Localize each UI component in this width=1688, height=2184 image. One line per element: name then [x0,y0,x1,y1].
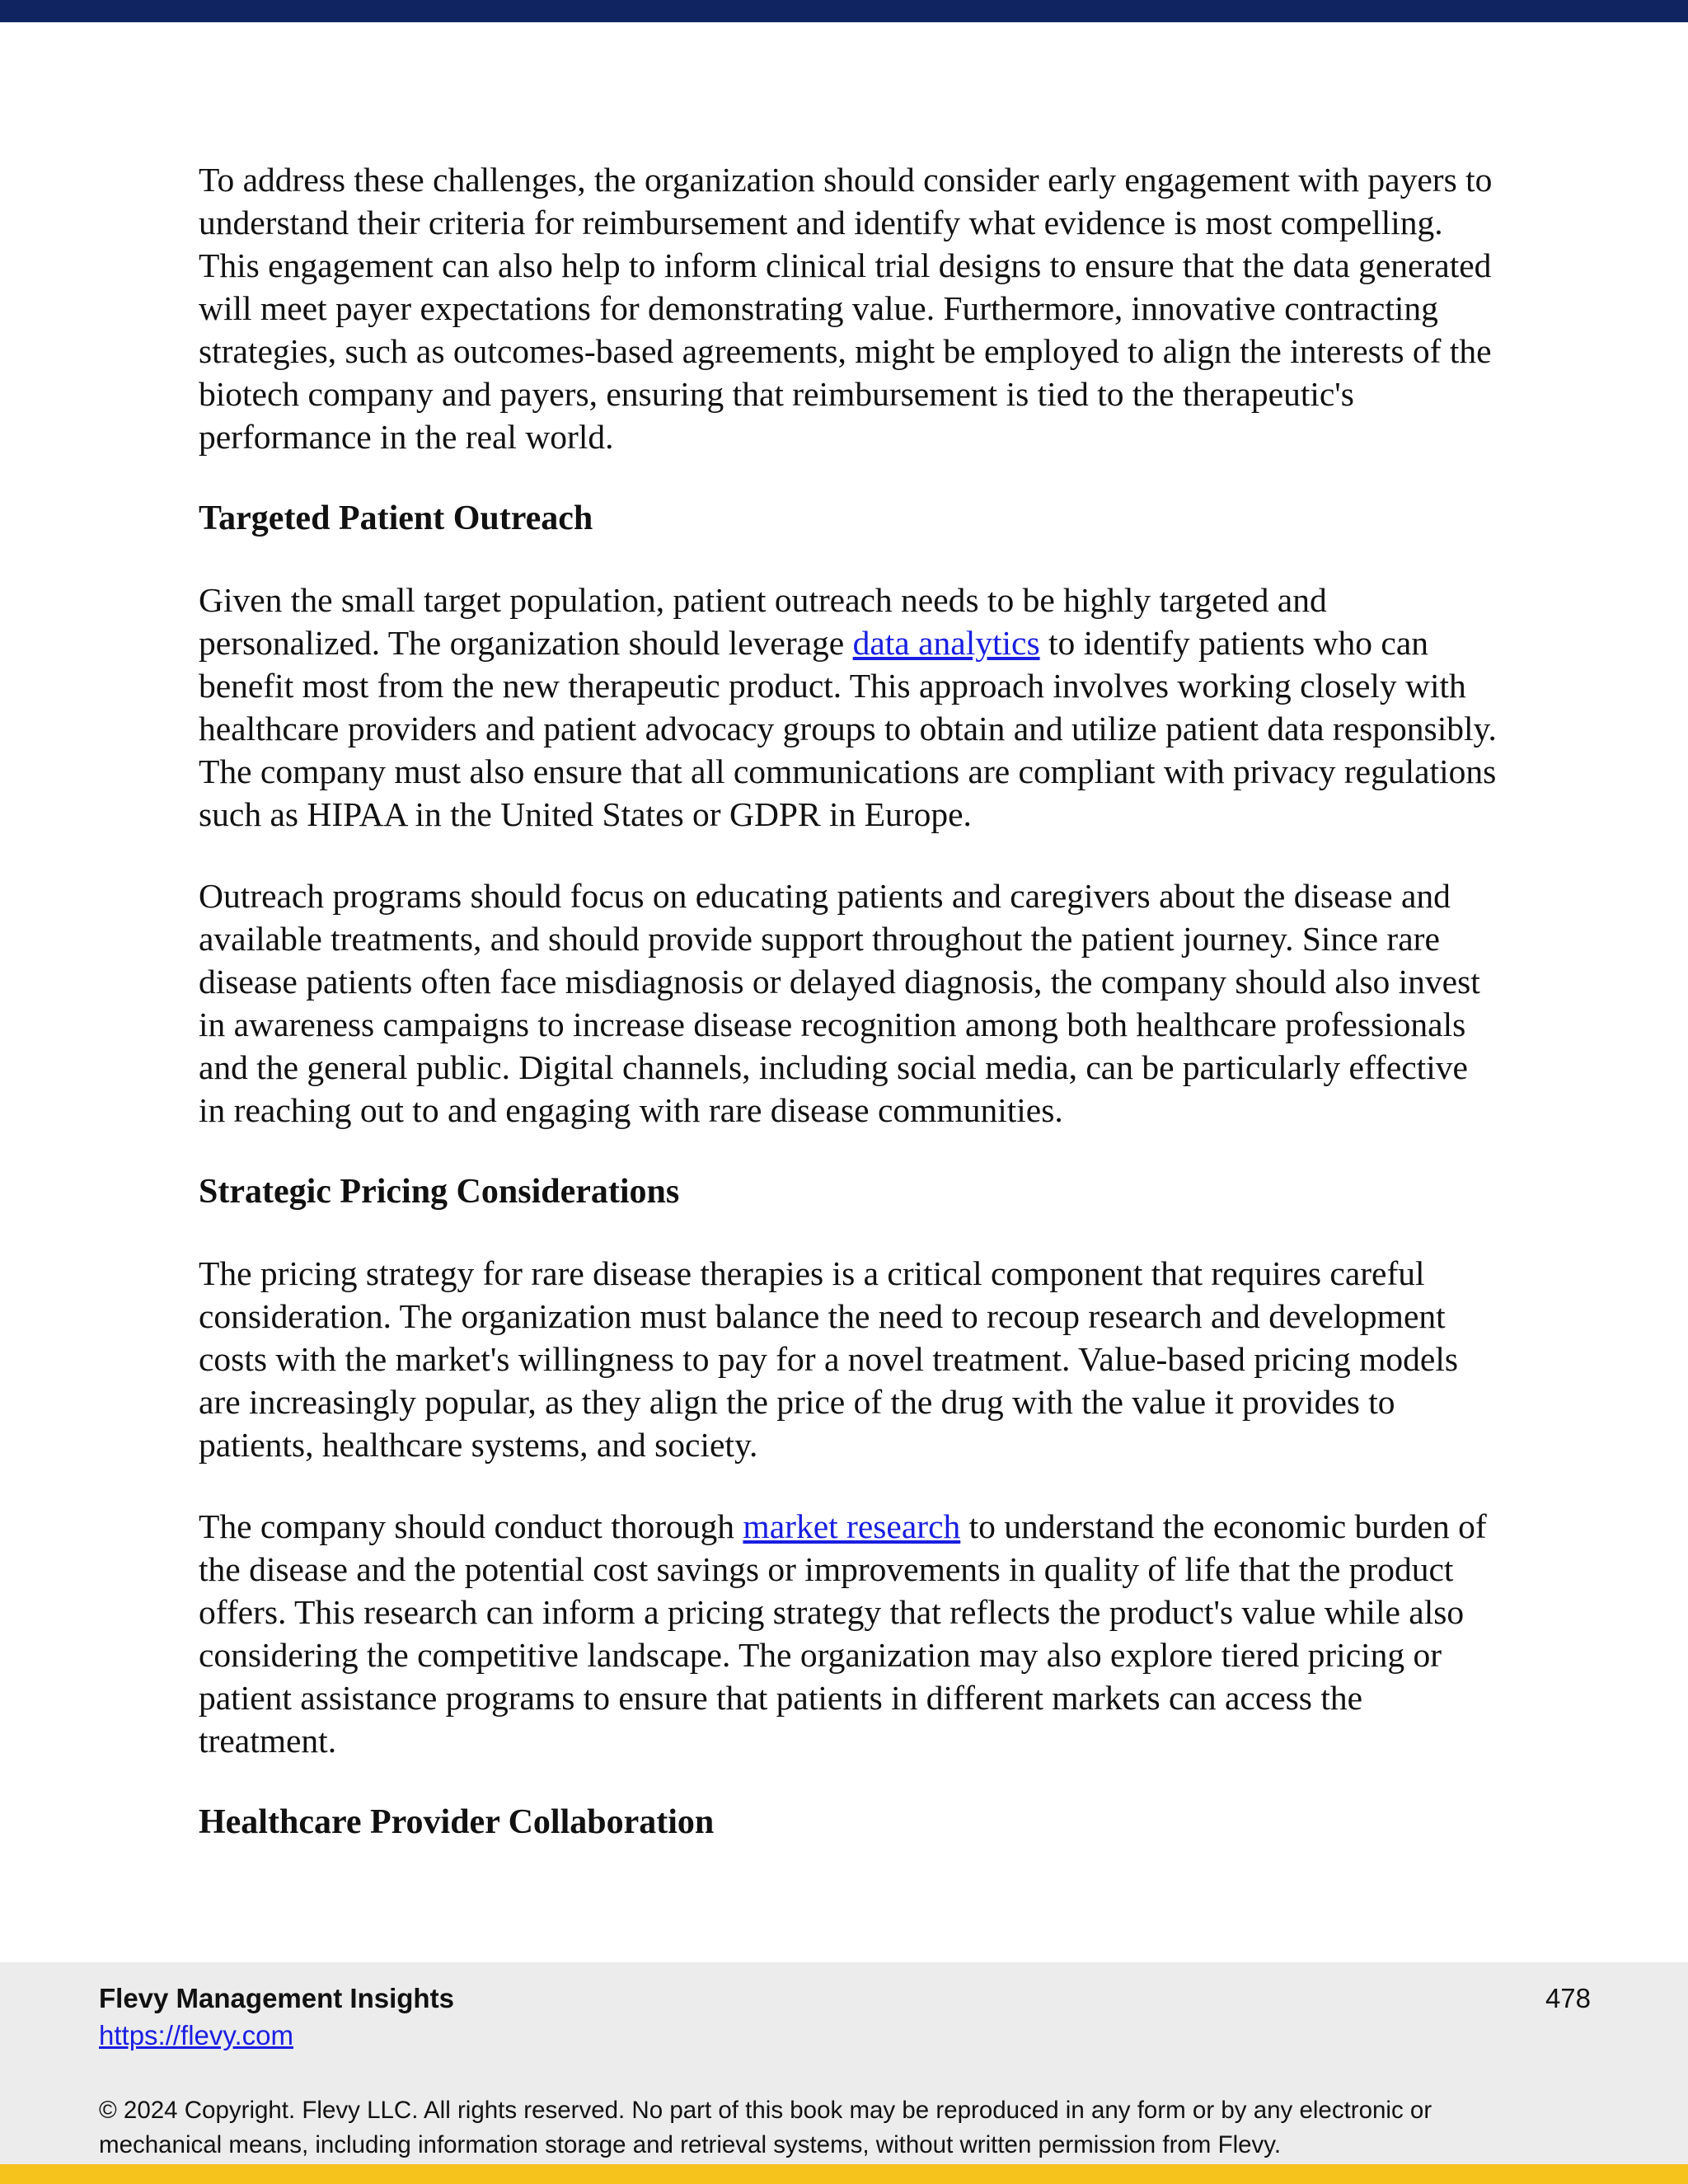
footer-website-link[interactable]: https://flevy.com [99,2020,293,2050]
page-content [199,158,1501,1882]
footer-publisher-title: Flevy Management Insights [99,1983,454,2013]
paragraph-text: Given the small target population, patient outreach needs to be highly targeted and personalized. The organization should leverage [199,581,1327,662]
link-market-research[interactable]: market research [743,1507,961,1545]
paragraph-market-research [199,1505,1501,1762]
paragraph-text: The company should conduct thorough [199,1507,743,1545]
heading-targeted-patient-outreach: Targeted Patient Outreach [199,499,593,537]
paragraph-text: to understand the economic burden of the disease and the potential cost savings or improvements in quality of life that the product offers. This research can inform a pricing strategy that reflects the product's value while also considering the competitive landscape. The organization may also explore tiered pricing or patient assistance programs to ensure that patients in different markets can access the treatment. [199,1507,1487,1760]
paragraph-pricing-strategy: The pricing strategy for rare disease therapies is a critical component that requires careful consideration. The organization must balance the need to recoup research and development costs with the market's willingness to pay for a novel treatment. Value-based pricing models are increasingly popular, as they align the price of the drug with the value it provides to patients, healthcare systems, and society. [199,1254,1459,1464]
heading-healthcare-provider-collaboration: Healthcare Provider Collaboration [199,1803,715,1841]
link-data-analytics[interactable]: data analytics [852,624,1040,662]
paragraph-payer-engagement: To address these challenges, the organization should consider early engagement with payers to understand their criteria for reimbursement and identify what evidence is most compelling. This engagement can also help to inform clinical trial designs to ensure that the data generated will meet payer expectations for demonstrating value. Furthermore, innovative contracting strategies, such as outcomes-based agreements, might be employed to align the interests of the biotech company and payers, ensuring that reimbursement is tied to the therapeutic's performance in the real world. [199,161,1493,456]
bottom-accent-bar [0,2164,1688,2184]
page-number: 478 [1545,1983,1591,2013]
top-accent-bar [0,0,1688,22]
paragraph-outreach-targeting [199,579,1501,836]
paragraph-text: to identify patients who can benefit most from the new therapeutic product. This approach involves working closely with healthcare providers and patient advocacy groups to obtain and utilize patient data responsibly. The company must also ensure that all communications are compliant with privacy regulations such as HIPAA in the United States or GDPR in Europe. [199,624,1497,833]
heading-strategic-pricing: Strategic Pricing Considerations [199,1173,680,1211]
footer-copyright-notice: © 2024 Copyright. Flevy LLC. All rights reserved. No part of this book may be reproduced in any form or by any electronic or mechanical means, including information storage and retrieval systems, without written permission from Flevy. [99,2097,1432,2158]
paragraph-outreach-programs: Outreach programs should focus on educating patients and caregivers about the disease and available treatments, and should provide support throughout the patient journey. Since rare disease patients often face misdiagnosis or delayed diagnosis, the company should also invest in awareness campaigns to increase disease recognition among both healthcare professionals and the general public. Digital channels, including social media, can be particularly effective in reaching out to and engaging with rare disease communities. [199,877,1480,1129]
page-footer [0,1962,1688,2164]
